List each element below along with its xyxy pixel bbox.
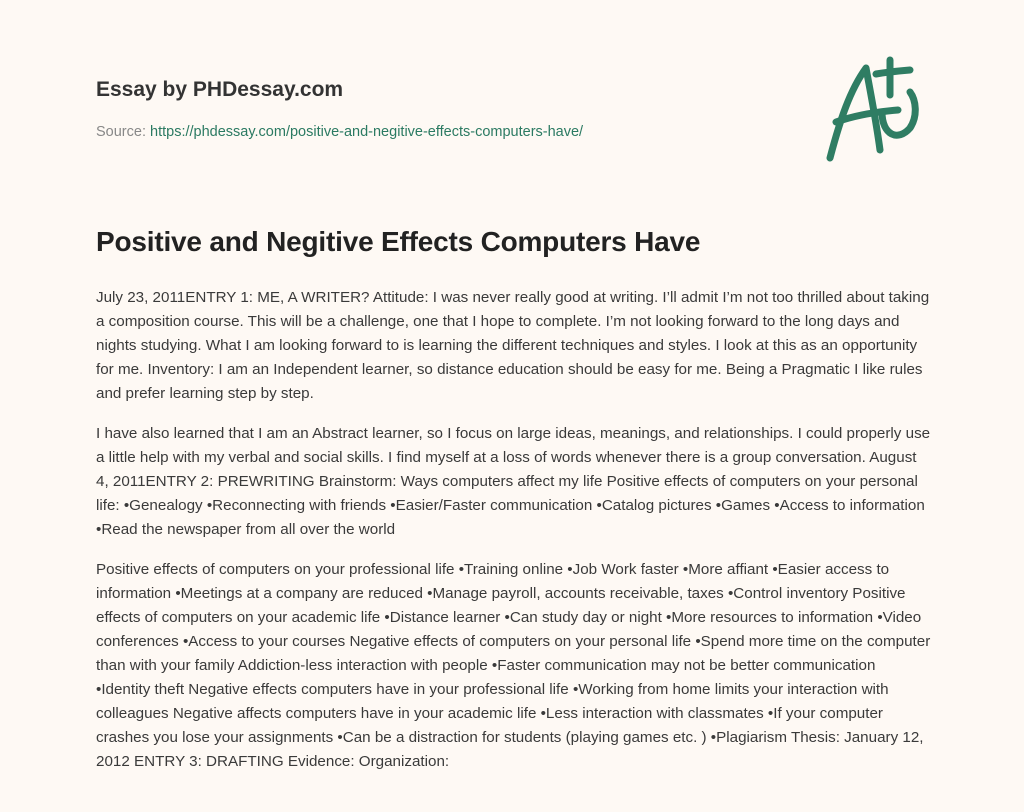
source-line bbox=[96, 124, 583, 140]
source-link[interactable]: https://phdessay.com/positive-and-negitive-effects-computers-have/ bbox=[150, 124, 584, 140]
a-plus-logo-icon bbox=[818, 40, 928, 165]
site-brand: Essay by PHDessay.com bbox=[96, 78, 344, 101]
essay-body bbox=[96, 286, 932, 790]
source-label: Source: bbox=[96, 124, 146, 140]
essay-title: Positive and Negitive Effects Computers Have bbox=[96, 226, 701, 257]
paragraph: July 23, 2011ENTRY 1: ME, A WRITER? Attitude: I was never really good at writing. I’ll admit I’m not too thrilled about taking a composition course. This will be a challenge, one that I hope to complete. I’m not looking forward to the long days and nights studying. What I am looking forward to is learning the different techniques and styles. I look at this as an opportunity for me. Inventory: I am an Independent learner, so distance education should be easy for me. Being a Pragmatic I like rules and prefer learning step by step. bbox=[96, 289, 930, 402]
paragraph: Positive effects of computers on your professional life •Training online •Job Work faster •More affiant •Easier access to information •Meetings at a company are reduced •Manage payroll, accounts receivable, taxes •Control inventory Positive effects of computers on your academic life •Distance learner •Can study day or night •More resources to information •Video conferences •Access to your courses Negative effects of computers on your personal life •Spend more time on the computer than with your family Addiction-less interaction with people •Faster communication may not be better communication •Identity theft Negative effects computers have in your professional life •Working from home limits your interaction with colleagues Negative affects computers have in your academic life •Less interaction with classmates •If your computer crashes you lose your assignments •Can be a distraction for students (playing games etc. ) •Plagiarism Thesis: January 12, 2012 ENTRY 3: DRAFTING Evidence: Organization: bbox=[96, 561, 931, 770]
paragraph: I have also learned that I am an Abstract learner, so I focus on large ideas, meanings, and relationships. I could properly use a little help with my verbal and social skills. I find myself at a loss of words whenever there is a group conversation. August 4, 2011ENTRY 2: PREWRITING Brainstorm: Ways computers affect my life Positive effects of computers on your personal life: •Genealogy •Reconnecting with friends •Easier/Faster communication •Catalog pictures •Games •Access to information •Read the newspaper from all over the world bbox=[96, 425, 931, 538]
